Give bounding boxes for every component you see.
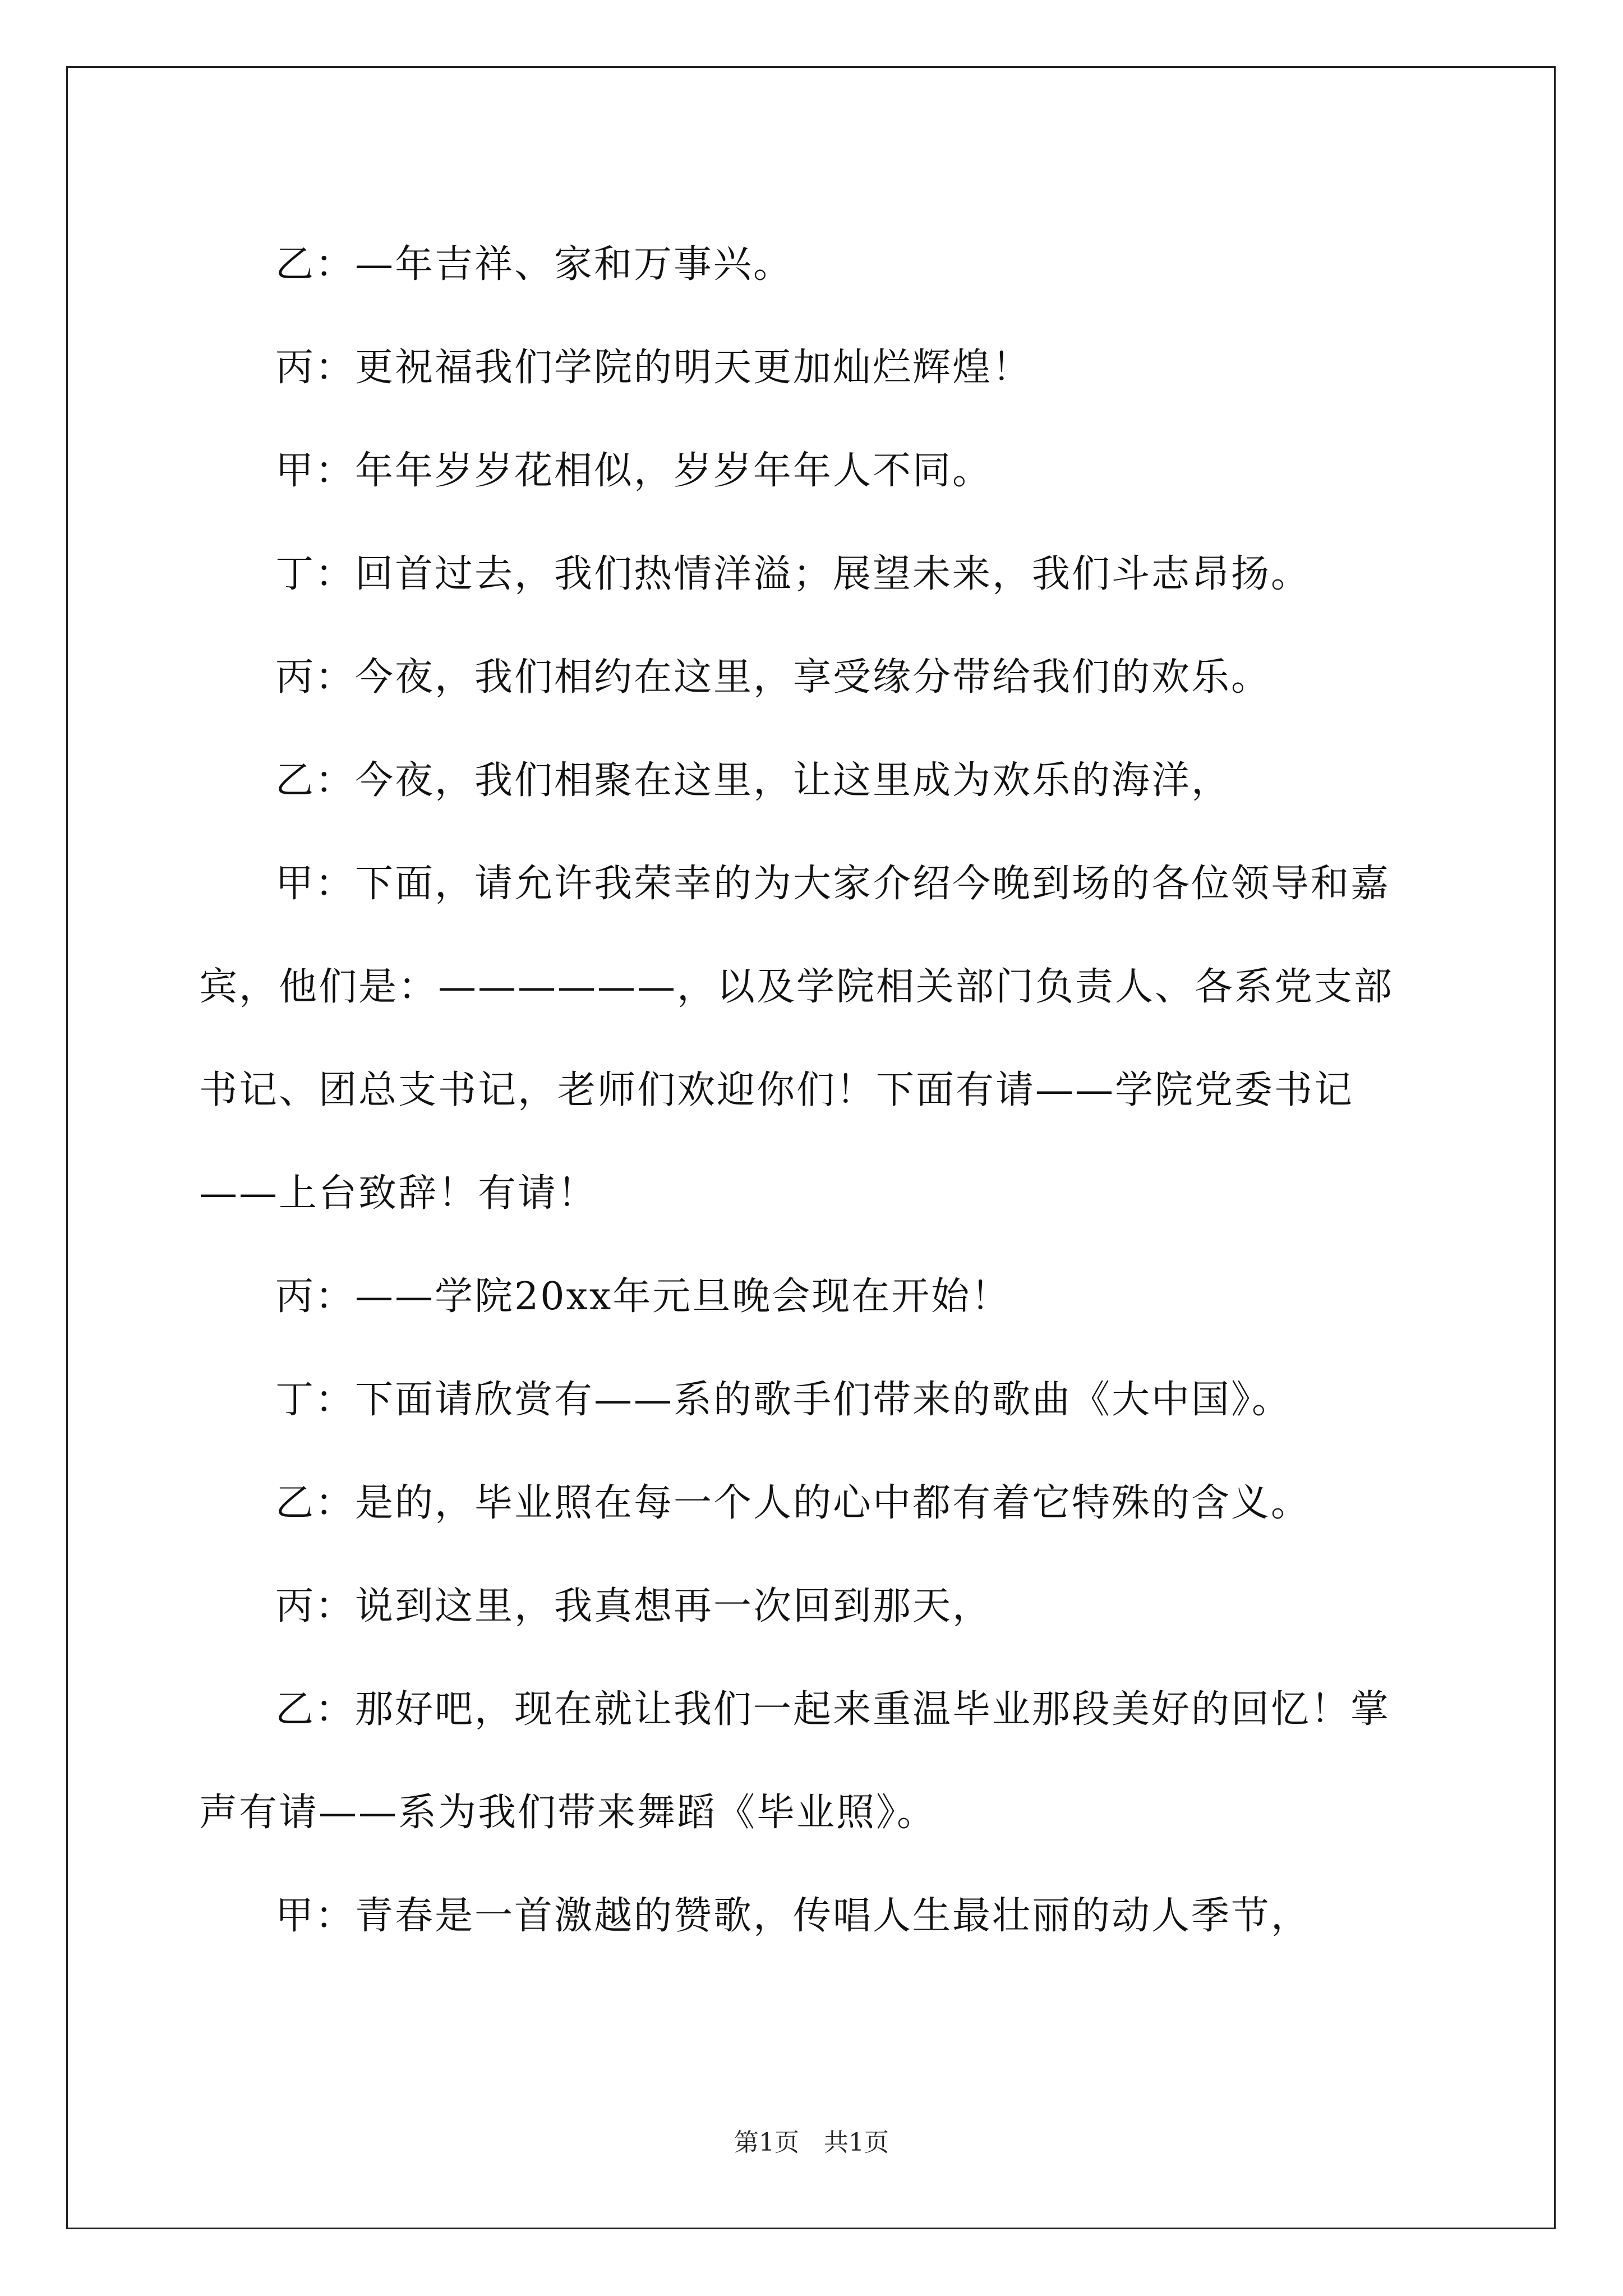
paragraph-13: 甲：青春是一首激越的赞歌，传唱人生最壮丽的动人季节， [275,1894,1311,1938]
paragraph-5: 丙：今夜，我们相约在这里，享受缘分带给我们的欢乐。 [275,655,1271,700]
paragraph-4: 丁：回首过去，我们热情洋溢；展望未来，我们斗志昂扬。 [275,552,1311,596]
paragraph-2: 丙：更祝福我们学院的明天更加灿烂辉煌！ [275,346,1032,390]
paragraph-8: 丙：——学院20xx年元旦晚会现在开始！ [275,1274,1011,1319]
paragraph-11: 丙：说到这里，我真想再一次回到那天， [275,1584,993,1628]
paragraph-1: 乙：—年吉祥、家和万事兴。 [275,242,794,287]
document-body [199,213,1427,1968]
paragraph-7: 甲：下面，请允许我荣幸的为大家介绍今晚到场的各位领导和嘉宾，他们是：——————，以及学院相关部门负责人、各系党支部书记、团总支书记，老师们欢迎你们！下面有请——学院党委书记——上台致辞！有请！ [199,862,1394,1216]
paragraph-9: 丁：下面请欣赏有——系的歌手们带来的歌曲《大中国》。 [275,1378,1292,1422]
page-footer: 第1页 共1页 [734,2128,889,2157]
paragraph-12: 乙：那好吧，现在就让我们一起来重温毕业那段美好的回忆！掌声有请——系为我们带来舞蹈《毕业照》。 [199,1687,1391,1835]
paragraph-10: 乙：是的，毕业照在每一个人的心中都有着它特殊的含义。 [275,1481,1311,1525]
paragraph-6: 乙：今夜，我们相聚在这里，让这里成为欢乐的海洋， [275,758,1232,803]
paragraph-3: 甲：年年岁岁花相似，岁岁年年人不同。 [275,449,993,493]
